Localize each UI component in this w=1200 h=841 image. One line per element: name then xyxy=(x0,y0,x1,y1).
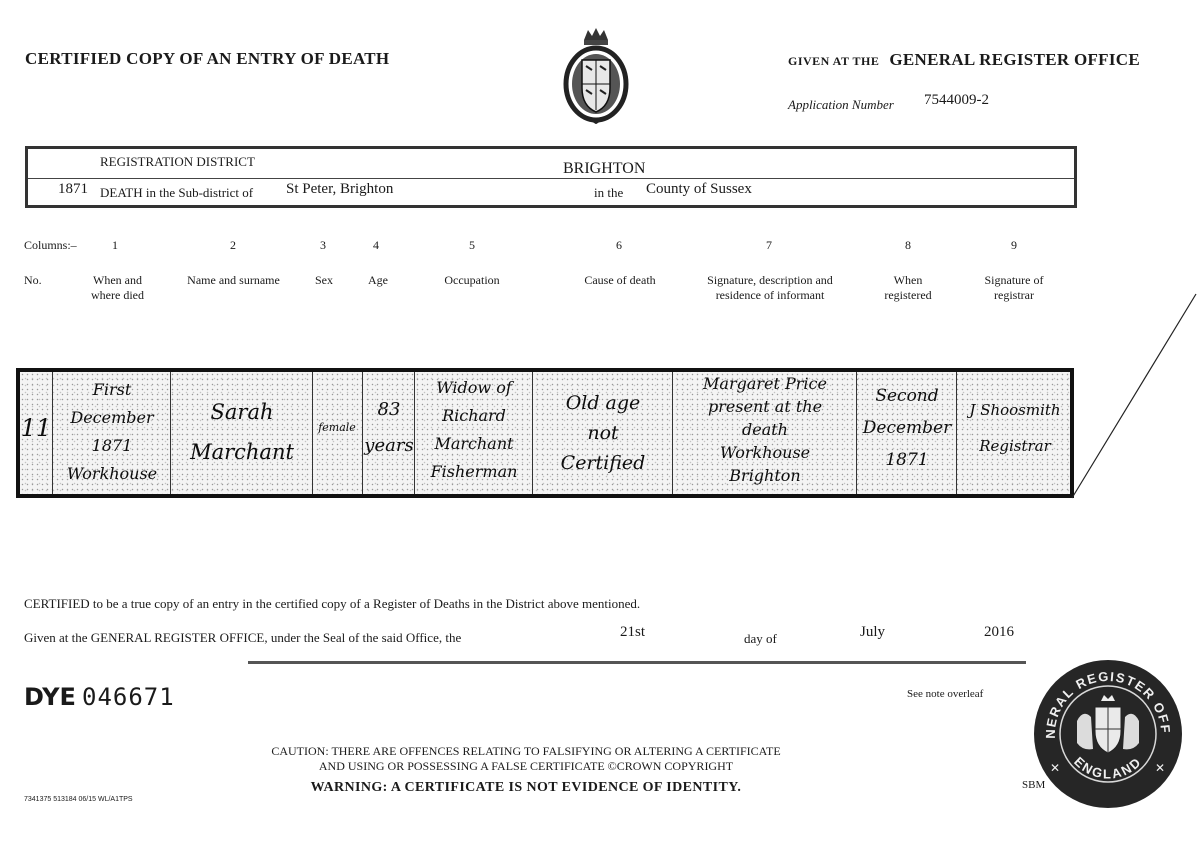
given-statement: Given at the GENERAL REGISTER OFFICE, under the Seal of the said Office, the xyxy=(24,630,462,645)
see-note-overleaf: See note overleaf xyxy=(907,688,984,700)
column-number: 6 xyxy=(616,238,622,252)
column-divider xyxy=(170,372,171,494)
column-number: 4 xyxy=(373,238,379,252)
serial-number: 046671 xyxy=(82,683,175,711)
in-the-label: in the xyxy=(594,185,624,200)
gro-seal-icon xyxy=(1033,659,1183,809)
subdistrict-label: DEATH in the Sub-district of xyxy=(100,185,254,200)
certificate-title: CERTIFIED COPY OF AN ENTRY OF DEATH xyxy=(25,49,390,68)
warning-text: WARNING: A CERTIFICATE IS NOT EVIDENCE OF IDENTITY. xyxy=(310,780,742,795)
strike-through-line xyxy=(1070,290,1200,500)
column-number: 2 xyxy=(230,238,236,252)
svg-text:✕: ✕ xyxy=(1155,761,1166,775)
entry-when-where: First December 1871 Workhouse xyxy=(66,380,158,483)
column-number: 1 xyxy=(112,238,118,252)
seal-bottom-text: ENGLAND xyxy=(1071,753,1145,782)
death-entry-row xyxy=(16,368,1074,498)
column-number: 9 xyxy=(1011,238,1017,252)
column-divider xyxy=(856,372,857,494)
column-divider xyxy=(52,372,53,494)
entry-registrar: J Shoosmith Registrar xyxy=(969,401,1061,455)
registration-year: 1871 xyxy=(58,181,88,197)
column-header-sex: Sex xyxy=(315,273,333,287)
certificate-year: 2016 xyxy=(984,624,1014,640)
certificate-day: 21st xyxy=(620,624,646,640)
column-header-cause: Cause of death xyxy=(584,273,656,287)
column-divider xyxy=(532,372,533,494)
initials: SBM xyxy=(1022,779,1046,791)
application-number: 7544009-2 xyxy=(924,92,989,108)
svg-text:✕: ✕ xyxy=(1050,761,1061,775)
royal-coat-of-arms-icon xyxy=(560,26,632,124)
column-divider xyxy=(362,372,363,494)
column-header-age: Age xyxy=(368,273,388,287)
entry-no: 11 xyxy=(20,414,52,442)
subdistrict-value: St Peter, Brighton xyxy=(286,181,394,197)
district-label: REGISTRATION DISTRICT xyxy=(100,154,255,169)
certificate-month: July xyxy=(860,624,886,640)
entry-sex: female xyxy=(318,421,356,434)
column-number: 3 xyxy=(320,238,326,252)
column-divider xyxy=(672,372,673,494)
caution-line-2: AND USING OR POSSESSING A FALSE CERTIFICATE ©CROWN COPYRIGHT xyxy=(318,759,734,773)
seal-top-text: NERAL REGISTER OFF xyxy=(1042,668,1174,739)
caution-text xyxy=(244,744,808,774)
column-header-registrar: Signature of registrar xyxy=(984,273,1044,302)
entry-age: 83 years xyxy=(364,399,414,456)
entry-name: Sarah Marchant xyxy=(190,400,294,464)
columns-label: Columns:– xyxy=(24,238,77,252)
entry-occupation: Widow of Richard Marchant Fisherman xyxy=(430,378,518,481)
column-header-informant: Signature, description and residence of informant xyxy=(707,273,833,302)
column-number: 7 xyxy=(766,238,772,252)
column-number: 5 xyxy=(469,238,475,252)
district-value: BRIGHTON xyxy=(563,160,646,177)
given-office: GENERAL REGISTER OFFICE xyxy=(889,50,1140,69)
column-divider xyxy=(956,372,957,494)
column-header-no: No. xyxy=(24,273,42,287)
certified-statement: CERTIFIED to be a true copy of an entry in the certified copy of a Register of Deaths in the District above mentioned. xyxy=(24,596,641,611)
caution-line-1: CAUTION: THERE ARE OFFENCES RELATING TO FALSIFYING OR ALTERING A CERTIFICATE xyxy=(271,744,781,758)
column-header-when-where: When and where died xyxy=(91,273,144,302)
given-prefix: GIVEN AT THE xyxy=(788,54,880,68)
entry-informant: Margaret Price present at the death Workhouse Brighton xyxy=(703,374,827,485)
registration-district-box xyxy=(25,146,1077,208)
divider xyxy=(28,178,1074,179)
county-value: County of Sussex xyxy=(646,181,752,197)
application-number-label: Application Number xyxy=(788,97,894,112)
given-at-heading xyxy=(788,50,1140,70)
column-number: 8 xyxy=(905,238,911,252)
print-code: 7341375 513184 06/15 WL/A1TPS xyxy=(24,796,133,803)
column-header-occupation: Occupation xyxy=(444,273,500,287)
column-header-name: Name and surname xyxy=(187,273,280,287)
column-divider xyxy=(414,372,415,494)
entry-when-registered: Second December 1871 xyxy=(862,386,952,470)
column-header-when-registered: When registered xyxy=(884,273,932,302)
signature-rule xyxy=(248,661,1026,664)
serial-prefix: DYE xyxy=(24,683,76,711)
entry-cause: Old age not Certified xyxy=(560,392,646,474)
day-of-label: day of xyxy=(744,631,777,646)
